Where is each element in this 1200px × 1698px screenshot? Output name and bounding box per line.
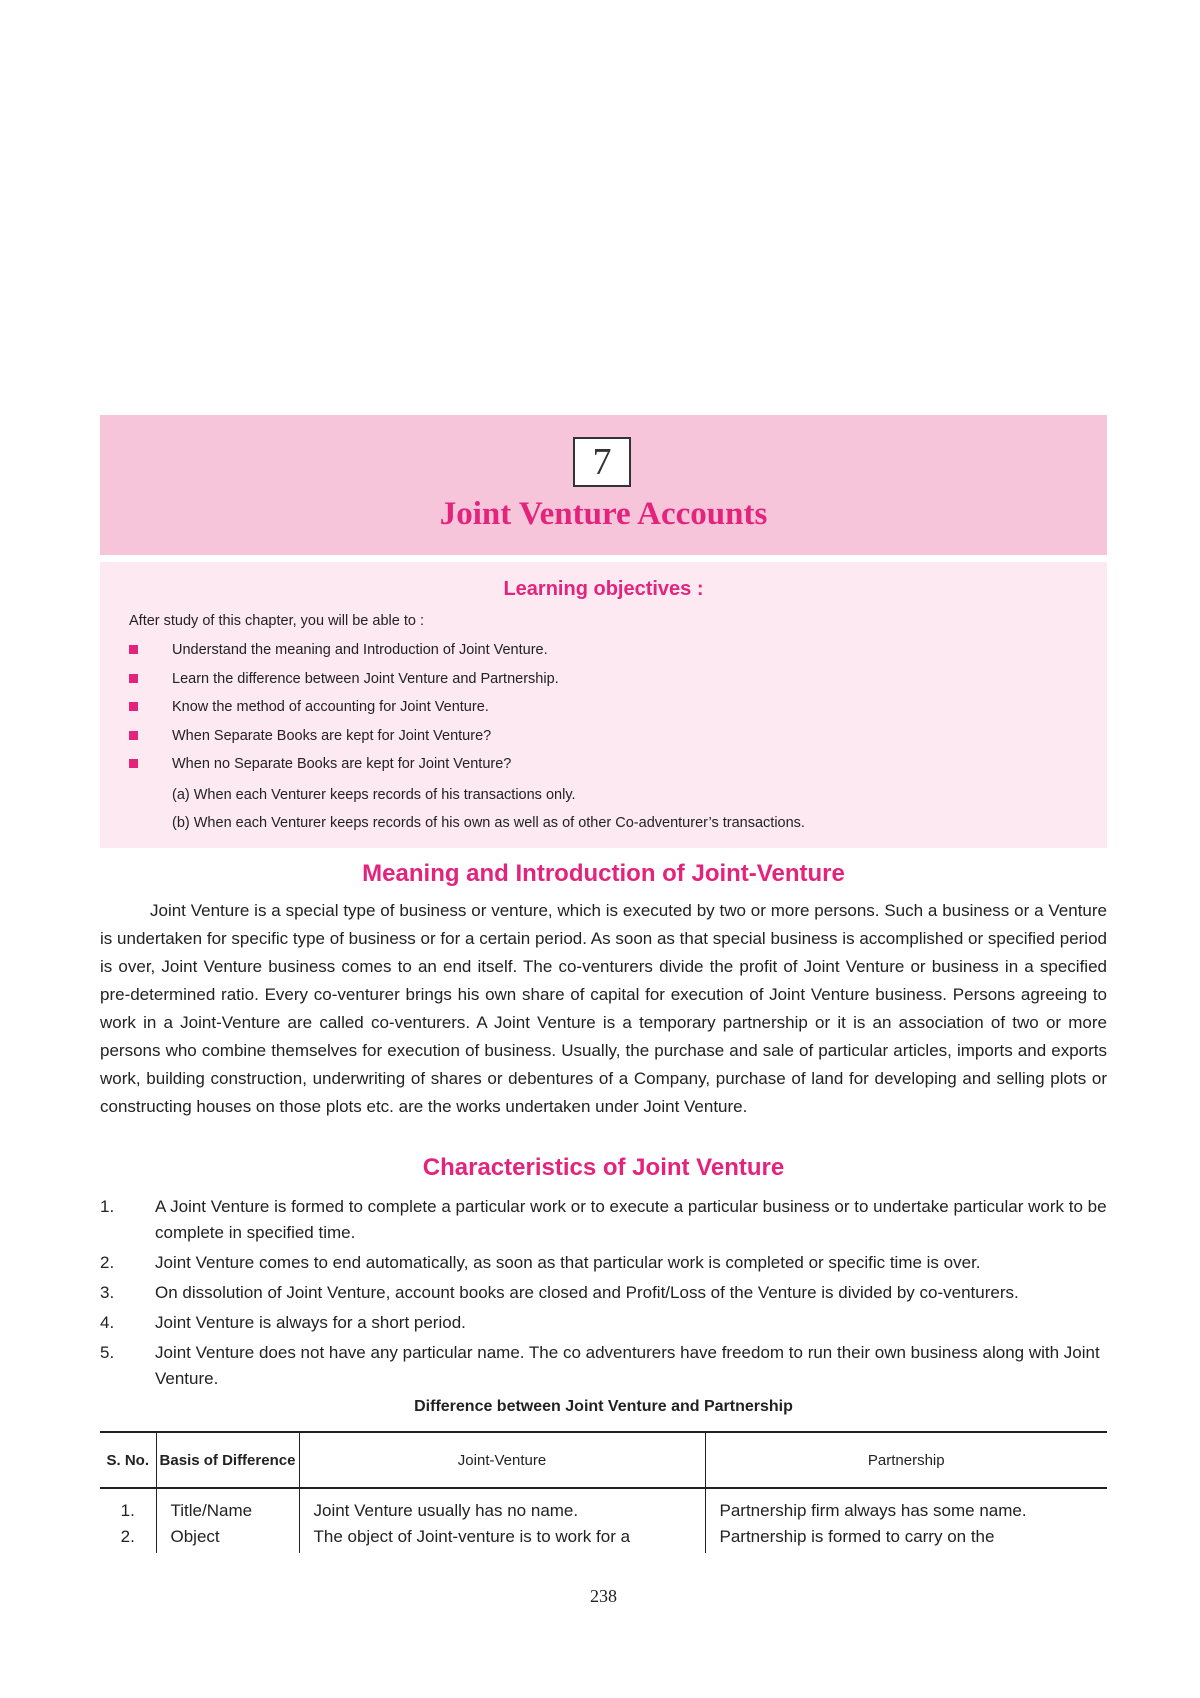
page-number: 238	[590, 1586, 617, 1606]
header-sno: S. No.	[100, 1432, 156, 1488]
learning-objectives-intro: After study of this chapter, you will be able to :	[129, 613, 424, 629]
square-bullet-icon	[129, 759, 138, 768]
square-bullet-icon	[129, 702, 138, 711]
learning-objective-sub-a: (a) When each Venturer keeps records of his transactions only.	[172, 787, 576, 803]
learning-objectives-title: Learning objectives :	[503, 578, 704, 600]
table-caption: Difference between Joint Venture and Partnership	[414, 1398, 793, 1415]
table-header-row	[100, 1432, 1107, 1488]
characteristics-list	[100, 1194, 1107, 1396]
header-joint-venture: Joint-Venture	[299, 1432, 705, 1488]
difference-table	[100, 1431, 1107, 1553]
square-bullet-icon	[129, 645, 138, 654]
table-row: 1. Title/Name Joint Venture usually has no name. Partnership firm always has some name.	[100, 1488, 1107, 1523]
square-bullet-icon	[129, 731, 138, 740]
meaning-paragraph: Joint Venture is a special type of business or venture, which is executed by two or more persons. Such a business or a Venture is undertaken for specific type of business or for a certain period. As soon as that special business is accomplished or specified period is over, Joint Venture business comes to an end itself. The co-venturers divide the profit of Joint Venture or business in a specified pre-determined ratio. Every co-venturer brings his own share of capital for execution of Joint Venture business. Persons agreeing to work in a Joint-Venture are called co-venturers. A Joint Venture is a temporary partnership or it is an association of two or more persons who combine themselves for execution of business. Usually, the purchase and sale of particular articles, imports and exports work, building construction, underwriting of shares or debentures of a Company, purchase of land for developing and selling plots or constructing houses on those plots etc. are the works undertaken under Joint Venture.	[100, 901, 1107, 1116]
chapter-number: 7	[573, 437, 631, 487]
chapter-title: Joint Venture Accounts	[439, 496, 768, 532]
table-row: 2. Object The object of Joint-venture is to work for a Partnership is formed to carry on the	[100, 1523, 1107, 1553]
characteristics-heading: Characteristics of Joint Venture	[422, 1154, 785, 1181]
learning-objective-sub-b: (b) When each Venturer keeps records of his own as well as of other Co-adventurer’s transactions.	[172, 815, 805, 831]
list-item: 1. A Joint Venture is formed to complete a particular work or to execute a particular business or to undertake particular work to be complete in specified time.	[100, 1197, 1107, 1242]
list-item: 3. On dissolution of Joint Venture, account books are closed and Profit/Loss of the Venture is divided by co-venturers.	[100, 1283, 1019, 1302]
list-item: 2. Joint Venture comes to end automatically, as soon as that particular work is completed or specific time is over.	[100, 1253, 981, 1272]
list-item: 5. Joint Venture does not have any particular name. The co adventurers have freedom to run their own business along with Joint Venture.	[100, 1343, 1100, 1388]
meaning-heading: Meaning and Introduction of Joint-Venture	[362, 860, 845, 887]
header-basis: Basis of Difference	[156, 1432, 299, 1488]
list-item: 4. Joint Venture is always for a short period.	[100, 1313, 466, 1332]
header-partnership: Partnership	[705, 1432, 1107, 1488]
square-bullet-icon	[129, 674, 138, 683]
